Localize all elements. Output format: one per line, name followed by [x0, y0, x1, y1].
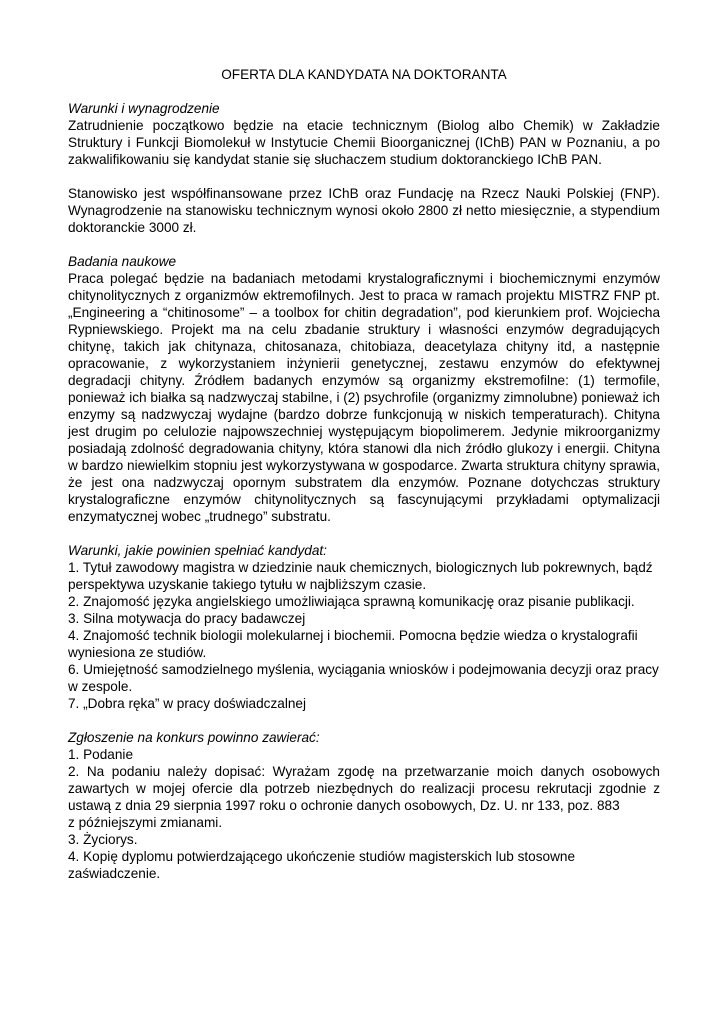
application-section	[68, 729, 660, 882]
requirement-item: 6. Umiejętność samodzielnego myślenia, wyciągania wniosków i podejmowania decyzji oraz pracy w zespole.	[68, 662, 659, 694]
application-item-4: 4. Kopię dyplomu potwierdzającego ukończenie studiów magisterskich lub stosowne zaświadczenie.	[68, 849, 576, 881]
application-item-1: 1. Podanie	[68, 747, 134, 762]
requirements-section	[68, 542, 660, 712]
conditions-paragraph-1: Zatrudnienie początkowo będzie na etacie technicznym (Biolog albo Chemik) w Zakładzie Struktury i Funkcji Biomolekuł w Instytucie Chemii Bioorganicznej (IChB) PAN w Poznaniu, a po zakwalifikowaniu się kandydat stanie się słuchaczem studium doktoranckiego IChB PAN.	[68, 118, 660, 167]
research-paragraph: Praca polegać będzie na badaniach metodami krystalograficznymi i biochemicznymi enzymów chitynolitycznych z organizmów ektremofilnych. Jest to praca w ramach projektu MISTRZ FNP pt. „Engineering a “chitinosome” – a toolbox for chitin degradation”, pod kierunkiem prof. Wojciecha Rypniewskiego. Projekt ma na celu zbadanie struktury i własności enzymów degradujących chitynę, takich jak chitynaza, chitosanaza, chitobiaza, deacetylaza chityny itd, a następnie opracowanie, z wykorzystaniem inżynierii genetycznej, zestawu enzymów do efektywnej degradacji chityny. Źródłem badanych enzymów są organizmy ekstremofilne: (1) termofile, ponieważ ich białka są nadzwyczaj stabilne, i (2) psychrofile (organizmy zimnolubne) ponieważ ich enzymy są nadzwyczaj wydajne (bardzo dobrze funkcjonują w niskich temperaturach). Chityna jest drugim po celulozie najpowszechniej występującym biopolimerem. Jedynie mikroorganizmy posiadają zdolność degradowania chityny, która stanowi dla nich źródło glukozy i energii. Chityna w bardzo niewielkim stopniu jest wykorzystywana w gospodarce. Zwarta struktura chityny sprawia, że jest ona nadzwyczaj opornym substratem dla enzymów. Poznane dotychczas struktury krystalograficzne enzymów chitynolitycznych są fascynującymi przykładami optymalizacji enzymatycznej wobec „trudnego” substratu.	[68, 271, 660, 524]
requirement-item: 3. Silna motywacja do pracy badawczej	[68, 611, 306, 626]
conditions-heading: Warunki i wynagrodzenie	[68, 101, 220, 116]
application-item-2: 2. Na podaniu należy dopisać: Wyrażam zgodę na przetwarzanie moich danych osobowych zawartych w mojej ofercie dla potrzeb niezbędnych do realizacji procesu rekrutacji zgodnie z ustawą z dnia 29 sierpnia 1997 roku o ochronie danych osobowych, Dz. U. nr 133, poz. 883	[68, 764, 660, 813]
requirements-heading: Warunki, jakie powinien spełniać kandydat:	[68, 543, 327, 558]
conditions-paragraph-2: Stanowisko jest współfinansowane przez IChB oraz Fundację na Rzecz Nauki Polskiej (FNP). Wynagrodzenie na stanowisku technicznym wynosi około 2800 zł netto miesięcznie, a stypendium doktoranckie 3000 zł.	[68, 186, 660, 235]
application-item-3: 3. Życiorys.	[68, 832, 138, 847]
application-heading: Zgłoszenie na konkurs powinno zawierać:	[68, 730, 320, 745]
application-item-2-continued: z późniejszymi zmianami.	[68, 815, 223, 830]
document-title: OFERTA DLA KANDYDATA NA DOKTORANTA	[221, 67, 507, 82]
requirement-item: 4. Znajomość technik biologii molekularnej i biochemii. Pomocna będzie wiedza o krystalografii wyniesiona ze studiów.	[68, 628, 638, 660]
research-section	[68, 253, 660, 525]
requirement-item: 2. Znajomość języka angielskiego umożliwiająca sprawną komunikację oraz pisanie publikacji.	[68, 594, 635, 609]
funding-section	[68, 185, 660, 236]
requirement-item: 7. „Dobra ręka” w pracy doświadczalnej	[68, 696, 306, 711]
requirement-item: 1. Tytuł zawodowy magistra w dziedzinie nauk chemicznych, biologicznych lub pokrewnych, bądź perspektywa uzyskanie takiego tytułu w najbliższym czasie.	[68, 560, 653, 592]
research-heading: Badania naukowe	[68, 254, 177, 269]
conditions-section	[68, 100, 660, 168]
